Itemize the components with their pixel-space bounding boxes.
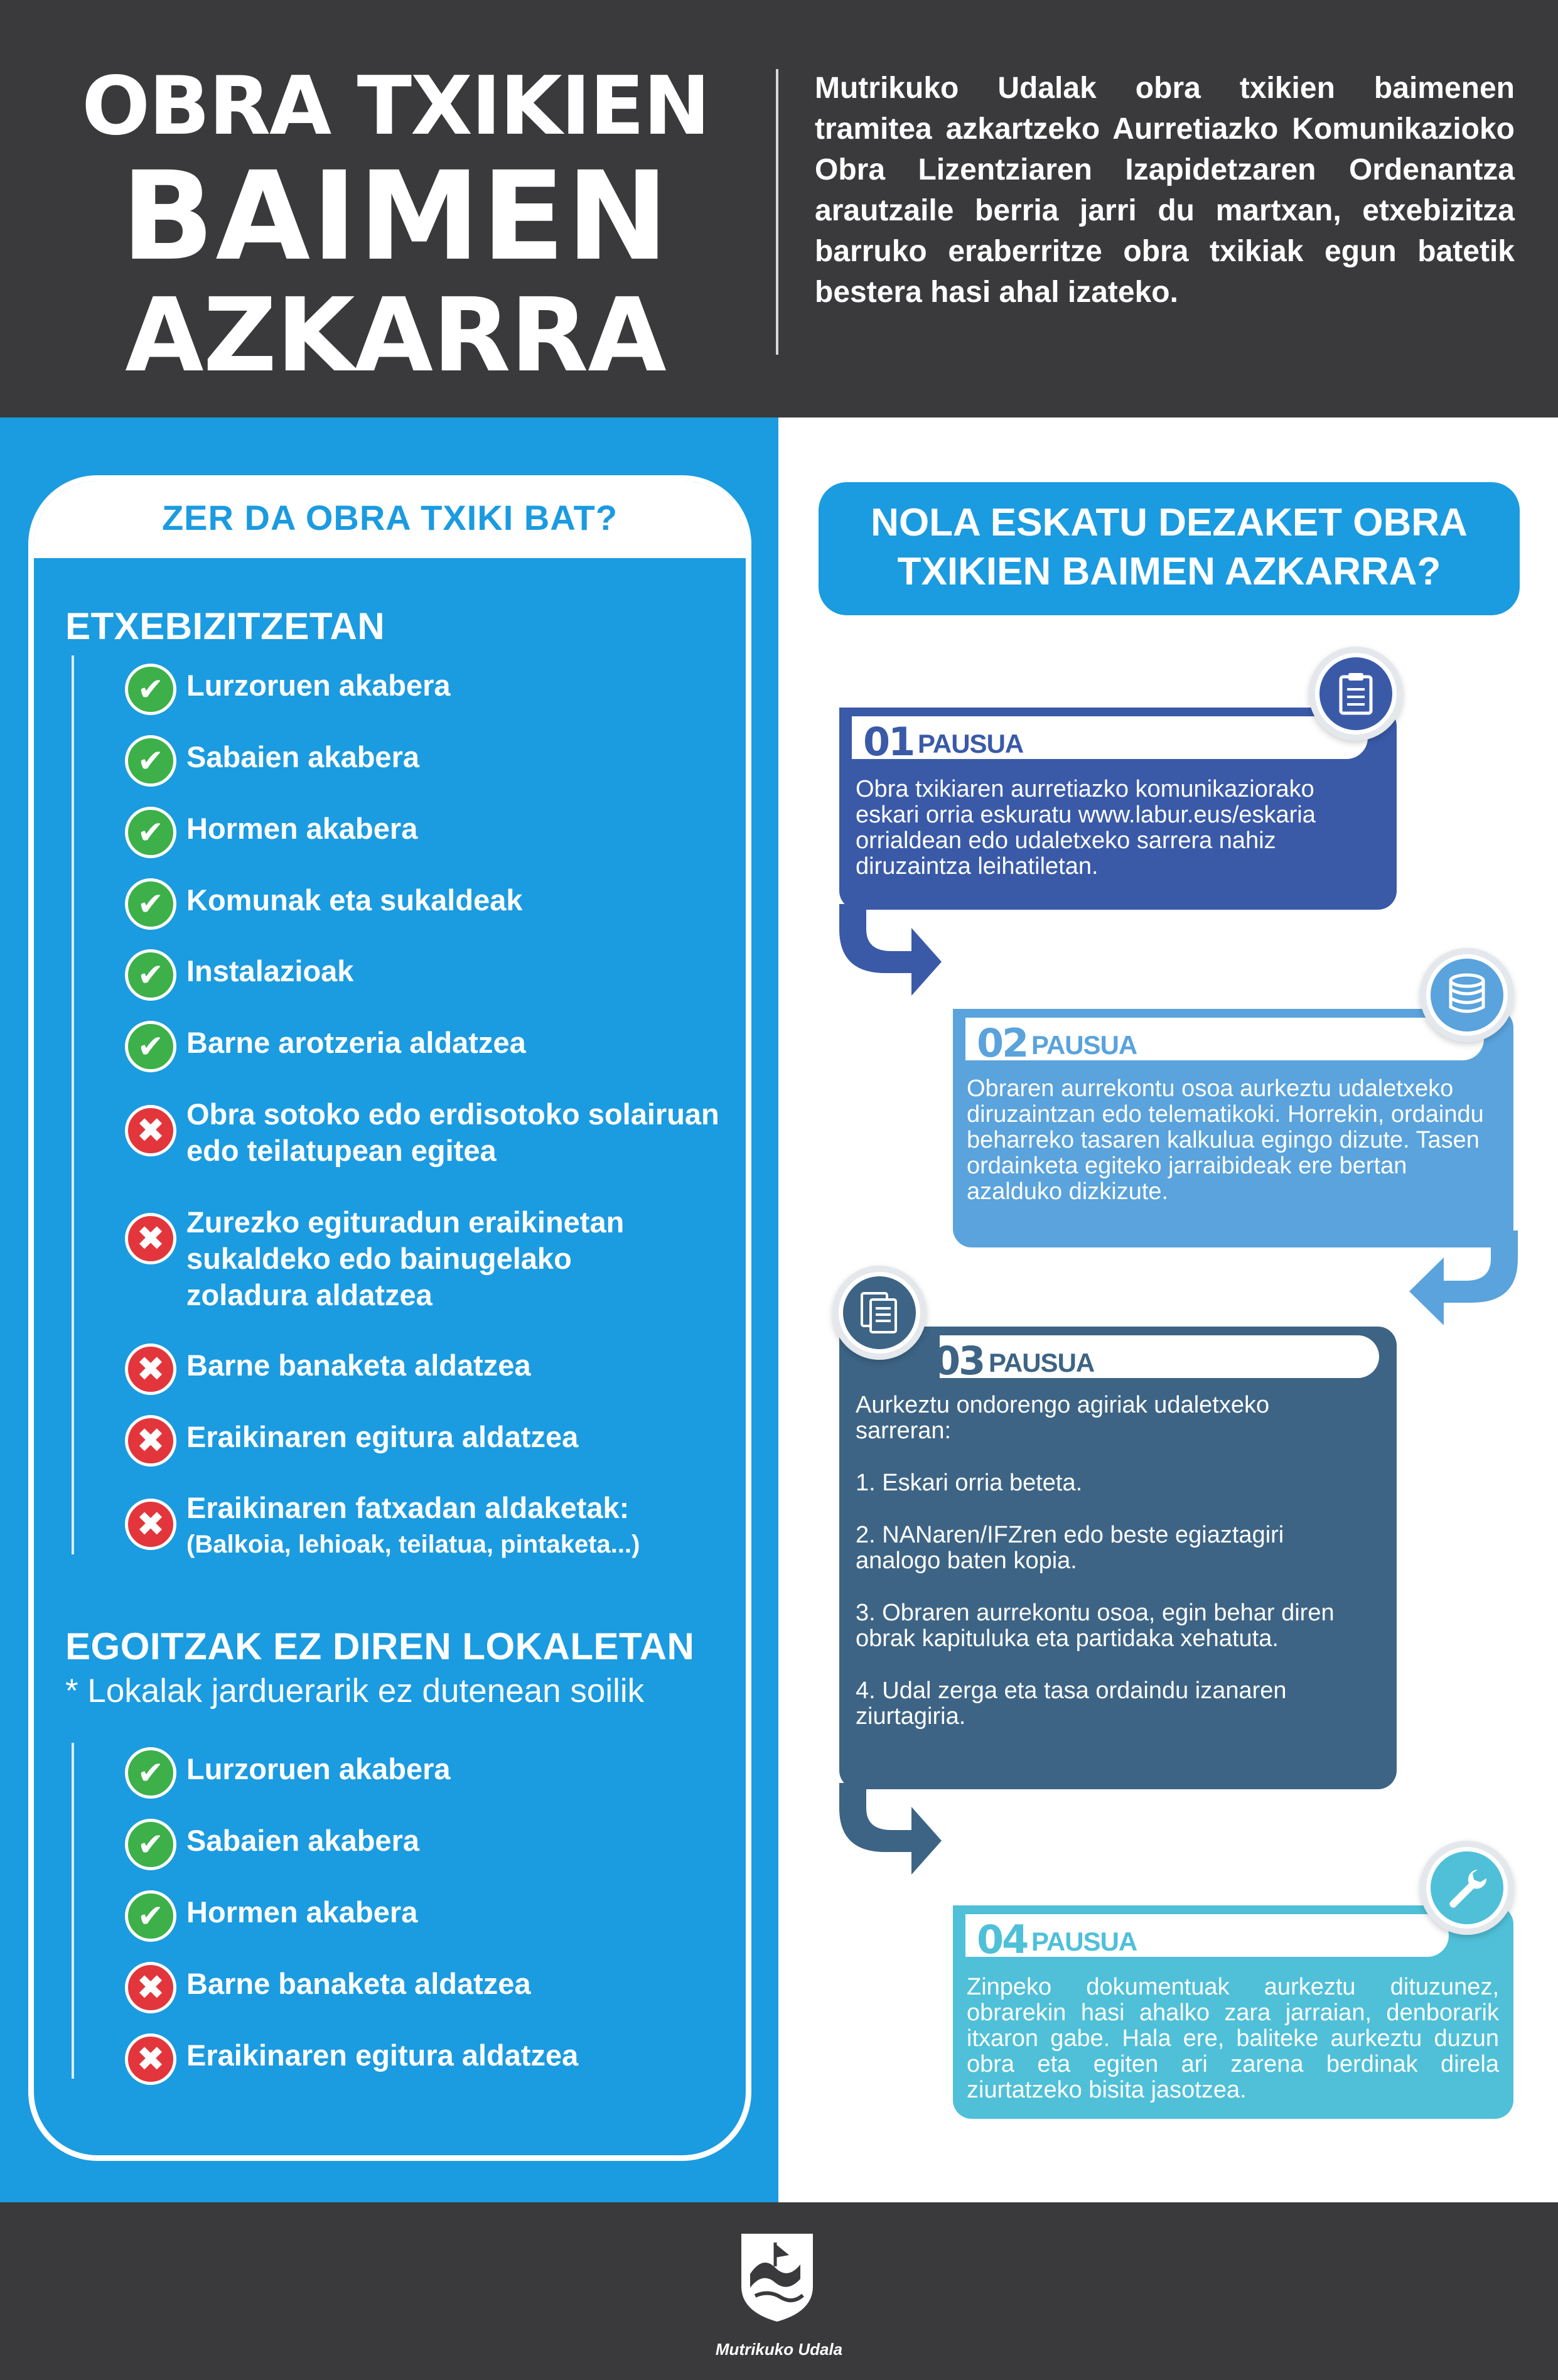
check-icon: ✔: [125, 807, 176, 858]
list-item: [125, 2037, 751, 2094]
list-item-line: zoladura aldatzea: [186, 1278, 432, 1311]
list-item-text: Instalazioak: [186, 954, 354, 988]
check-icon: ✔: [125, 1021, 176, 1072]
list-item: [125, 1096, 751, 1167]
section-line-premises: [72, 1743, 74, 2079]
check-icon: ✔: [125, 949, 176, 1001]
list-item-text: [186, 1490, 640, 1563]
list-item-line: Eraikinaren fatxadan aldaketak:: [186, 1491, 630, 1524]
step-03-paragraph: 3. Obraren aurrekontu osoa, egin behar diren obrak kapituluka eta partidaka xehatuta.: [856, 1600, 1335, 1652]
page-title: [50, 60, 741, 395]
list-item: [125, 1966, 751, 2022]
step-02-header: [965, 1018, 1484, 1066]
definition-card: [28, 475, 751, 2161]
section-title-premises: EGOITZAK EZ DIREN LOKALETAN: [65, 1625, 695, 1667]
list-item: [125, 1419, 751, 1475]
intro-text: Mutrikuko Udalak obra txikien baimenen tramitea azkartzeko Aurretiazko Komunikazioko Obra Lizentziaren Izapidetzaren Ordenantza arautzaile berria jarri du martxan, etxebizitza barruko eraberritze obra txikiak egun batetik bestera hasi ahal izateko.: [815, 72, 1515, 309]
check-icon: ✔: [125, 878, 176, 930]
step-01-number: 01: [863, 719, 914, 765]
list-item-text: Hormen akabera: [186, 1895, 418, 1929]
step-01-card: [839, 708, 1397, 910]
step-03-text: [856, 1392, 1370, 1756]
list-item-line: edo teilatupean egitea: [186, 1134, 497, 1167]
cross-icon: ✖: [125, 1499, 176, 1550]
list-item-text: [186, 1096, 719, 1169]
card-title: ZER DA OBRA TXIKI BAT?: [161, 498, 618, 537]
list-item-line: Zurezko egituradun eraikinetan: [186, 1205, 625, 1239]
header-divider: [776, 69, 778, 355]
step-04-icon-badge: [1420, 1841, 1514, 1935]
step-01-header: [852, 716, 1368, 765]
cross-icon: ✖: [125, 2033, 176, 2085]
check-icon: ✔: [125, 1819, 176, 1870]
step-03-number: 03: [933, 1338, 984, 1384]
list-item: [125, 1894, 751, 1951]
step-04-header: [965, 1914, 1449, 1963]
step-03-paragraph: Aurkeztu ondorengo agiriak udaletxeko sarreran:: [856, 1392, 1270, 1444]
wrench-icon: [1445, 1866, 1489, 1910]
step-03-paragraph: 2. NANaren/IFZren edo beste egiaztagiri analogo baten kopia.: [856, 1522, 1284, 1574]
question-text: NOLA ESKATU DEZAKET OBRA TXIKIEN BAIMEN AZKARRA?: [871, 501, 1468, 593]
list-item-line: Obra sotoko edo erdisotoko solairuan: [186, 1097, 719, 1131]
section-line-housing: [72, 655, 74, 1554]
step-03-card: [839, 1327, 1397, 1789]
cross-icon: ✖: [125, 1343, 176, 1395]
check-icon: ✔: [125, 1747, 176, 1799]
documents-icon: [859, 1291, 900, 1335]
title-line-1: OBRA TXIKIEN: [82, 60, 709, 153]
step-03-label: PAUSUA: [989, 1348, 1095, 1377]
list-item: [125, 1347, 751, 1404]
list-item-text: Barne arotzeria aldatzea: [186, 1026, 526, 1059]
step-01-label: PAUSUA: [918, 729, 1024, 758]
cross-icon: ✖: [125, 1213, 176, 1264]
question-box: [819, 482, 1520, 615]
list-item: [125, 1204, 751, 1311]
title-line-2: BAIMEN: [121, 145, 670, 288]
list-item-text: [186, 1204, 624, 1313]
step-02-text: Obraren aurrekontu osoa aurkeztu udaletxeko diruzaintzan edo telematikoki. Horrekin, ordaindu beharreko tasaren kalkulua egingo dizute. Tasen ordainketa egiteko jarraibideak ere bertan azalduko dizkizute.: [967, 1075, 1484, 1205]
list-item-text: Barne banaketa aldatzea: [186, 1349, 531, 1382]
check-icon: ✔: [125, 1890, 176, 1942]
step-03-header: [933, 1335, 1379, 1384]
cross-icon: ✖: [125, 1105, 176, 1156]
title-line-3: AZKARRA: [125, 277, 666, 395]
step-01-icon-badge: [1309, 647, 1403, 741]
municipality-logo: [738, 2230, 817, 2324]
list-item-text: Eraikinaren egitura aldatzea: [186, 2038, 579, 2072]
list-item: [125, 1823, 751, 1879]
list-item: [125, 1025, 751, 1081]
list-item: [125, 810, 751, 867]
check-icon: ✔: [125, 735, 176, 787]
clipboard-icon: [1337, 672, 1375, 716]
list-item-text: Barne banaketa aldatzea: [186, 1967, 531, 2000]
step-02-icon-badge: [1420, 948, 1514, 1042]
step-03-paragraph: 1. Eskari orria beteta.: [856, 1470, 1083, 1496]
step-04-card: [953, 1905, 1513, 2119]
coins-icon: [1446, 973, 1488, 1017]
step-04-number: 04: [977, 1917, 1028, 1963]
cross-icon: ✖: [125, 1415, 176, 1467]
step-03-icon-badge: [832, 1266, 927, 1360]
section-title-housing: ETXEBIZITZETAN: [65, 605, 385, 647]
step-03-paragraph: 4. Udal zerga eta tasa ordaindu izanaren ziurtagiria.: [856, 1677, 1287, 1730]
list-item: [125, 953, 751, 1010]
check-icon: ✔: [125, 664, 176, 715]
list-item-text: Sabaien akabera: [186, 740, 419, 773]
step-01-text: Obra txikiaren aurretiazko komunikaziorako eskari orria eskuratu www.labur.eus/eskaria orrialdean edo udaletxeko sarrera nahiz diruzaintza leihatiletan.: [856, 776, 1316, 880]
step-02-number: 02: [977, 1020, 1028, 1066]
list-item-text: Komunak eta sukaldeak: [186, 883, 523, 917]
list-item: [125, 667, 751, 724]
step-02-label: PAUSUA: [1031, 1030, 1137, 1060]
step-04-label: PAUSUA: [1031, 1927, 1137, 1956]
section-subtitle-premises: * Lokalak jarduerarik ez dutenean soilik: [65, 1672, 645, 1710]
list-item-text: Sabaien akabera: [186, 1824, 419, 1857]
card-header: [34, 481, 746, 558]
cross-icon: ✖: [125, 1962, 176, 2013]
list-item-line: (Balkoia, lehioak, teilatua, pintaketa...): [186, 1531, 640, 1558]
list-item: [125, 1490, 751, 1558]
list-item-text: Lurzoruen akabera: [186, 669, 451, 702]
list-item-text: Eraikinaren egitura aldatzea: [186, 1420, 579, 1453]
list-item: [125, 882, 751, 939]
list-item: [125, 1751, 751, 1807]
footer-logo-text: Mutrikuko Udala: [715, 2340, 843, 2359]
list-item-text: Hormen akabera: [186, 812, 418, 845]
list-item-text: Lurzoruen akabera: [186, 1752, 451, 1785]
list-item-line: sukaldeko edo bainugelako: [186, 1242, 572, 1275]
list-item: [125, 739, 751, 795]
step-04-text: Zinpeko dokumentuak aurkeztu dituzunez, obrarekin hasi ahalko zara jarraian, denborarik itxaron gabe. Hala ere, baliteke aurkeztu duzun obra eta egiten ari zarena berdinak direla ziurtatzeko bisita jasotzea.: [967, 1974, 1499, 2103]
step-02-card: [953, 1009, 1513, 1247]
